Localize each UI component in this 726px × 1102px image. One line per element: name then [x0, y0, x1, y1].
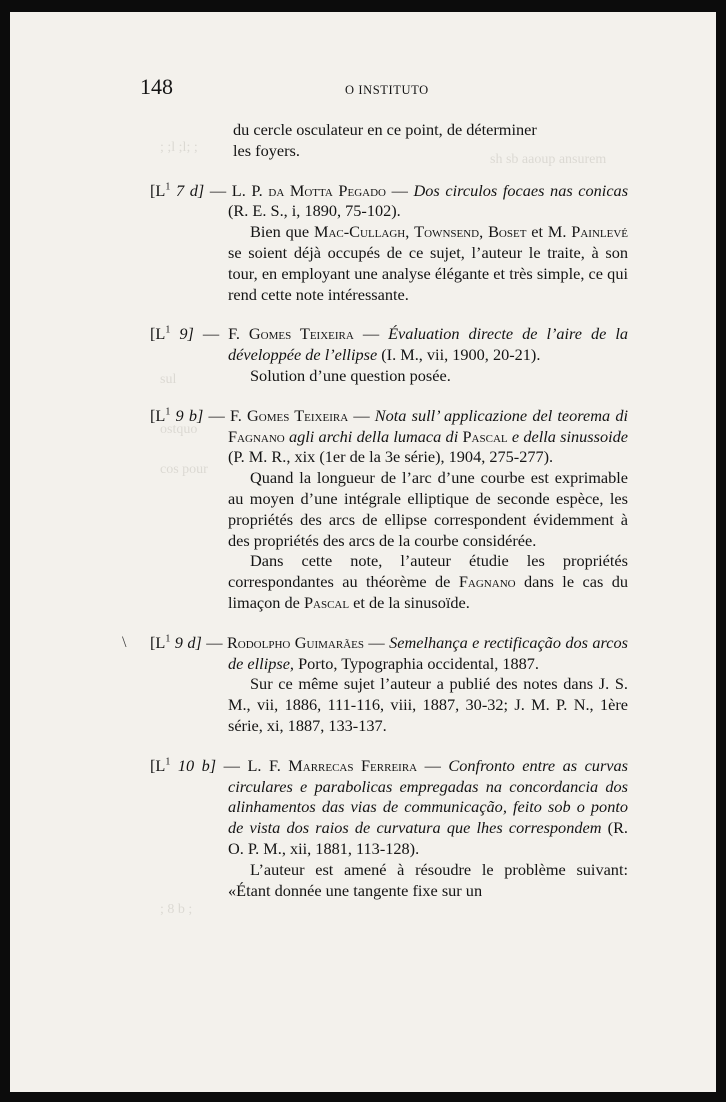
- citation: (I. M., vii, 1900, 20-21).: [377, 345, 541, 365]
- continuation-paragraph: [150, 120, 628, 162]
- work-title: Dos circulos focaes nas conicas: [413, 180, 629, 200]
- summary-name: Boset: [488, 222, 527, 242]
- summary-paragraph: [150, 222, 628, 305]
- summary-text: Solution d’une question posée.: [250, 365, 451, 385]
- continuation-line-1: du cercle osculateur en ce point, de déterminer: [233, 120, 537, 139]
- citation: (R. E. S., i, 1890, 75-102).: [228, 201, 401, 221]
- entry-dash: —: [417, 755, 449, 775]
- work-title-name: Pascal: [462, 426, 508, 446]
- classification-code-tail: 9 d]: [170, 632, 202, 652]
- author-initials: F.: [228, 324, 249, 344]
- summary-text: L’auteur est amené à résoudre le problème suivant: «Étant donnée une tangente fixe sur un: [228, 859, 628, 900]
- summary-name: Pascal: [303, 592, 350, 612]
- summary-text: Dans cette note, l’auteur étudie les propriétés correspondantes au théorème de: [228, 551, 628, 592]
- classification-code-tail: 7 d]: [170, 180, 205, 200]
- work-title-italic: e della sinussoide: [507, 426, 628, 446]
- classification-superscript: 1: [165, 633, 171, 645]
- entry-dash: —: [348, 405, 375, 425]
- classification-superscript: 1: [165, 324, 171, 336]
- author-name: Gomes Teixeira: [247, 405, 349, 425]
- bibliography-entry: [150, 324, 628, 386]
- author-name: da Motta Pegado: [268, 180, 386, 200]
- classification-code: [L: [150, 324, 166, 344]
- classification-code: [L: [150, 180, 166, 200]
- continuation-line-2: les foyers.: [233, 140, 300, 160]
- entry-heading: [150, 181, 628, 223]
- summary-name: Townsend: [414, 222, 480, 242]
- bibliography-entries: [150, 181, 628, 902]
- citation: Porto, Typographia occidental, 1887.: [294, 653, 540, 673]
- entry-dash: —: [385, 180, 414, 200]
- summary-text: Bien que: [250, 222, 314, 242]
- author-name: Gomes Teixeira: [248, 324, 354, 344]
- classification-code-tail: 9 b]: [170, 405, 204, 425]
- classification-code: [L: [150, 405, 166, 425]
- running-head: [140, 74, 640, 104]
- classification-superscript: 1: [165, 181, 171, 193]
- author-initials: L. P.: [231, 180, 269, 200]
- work-title: Évaluation directe de l’aire de la développée de l’ellipse: [228, 324, 628, 365]
- page-number: 148: [140, 74, 173, 99]
- classification-superscript: 1: [165, 406, 171, 418]
- summary-text: Quand la longueur de l’arc d’une courbe est exprimable au moyen d’une intégrale elliptique de seconde espèce, les propriétés des arcs de ellipse correspondent évidemment à des propriétés des arcs de la courbe considérée.: [228, 468, 628, 550]
- work-title-name: Fagnano: [228, 426, 285, 446]
- citation: (R. O. P. M., xii, 1881, 113-128).: [228, 818, 628, 858]
- summary-paragraph: [150, 366, 628, 387]
- body-text: [150, 120, 628, 920]
- bibliography-entry: [150, 756, 628, 902]
- entry-heading: [150, 324, 628, 366]
- summary-paragraph: [150, 468, 628, 551]
- work-title-italic: agli archi della lumaca di: [284, 426, 463, 446]
- summary-text: se soient déjà occupés de ce sujet, l’auteur le traite, à son tour, en employant une analyse élégante et très simple, ce qui rend cette note intéressante.: [228, 242, 628, 304]
- summary-text: dans le cas du limaçon de: [228, 572, 628, 612]
- classification-code: [L: [150, 755, 166, 775]
- document-page: ; ;l ;l; ; sh sb aaoup ansurem sul ostquo cos pour ; 8 b ; 148 O INSTITUTO \ du cercle osculateur en ce point, de déterminer les foyers. [$L^1$ 7 d] — L. P. da Motta Pegado — Dos circulos focaes nas conicas (R. E. S., i, 1890, 75-102). Bien que Mac-Cullagh, Townsend, Boset et M. Painlevé se soient déjà occupés de ce sujet, l’auteur le traite, à son tour, en employant une analyse élégante et très simple, ce qui rend cette note intéressante. [$L^1$ 9] — F. Gomes Teixeira — Évaluation directe de l’aire de la développée de l’ellipse (I. M., vii, 1900, 20-21). Solution d’une question posée. [$L^1$ 9 b] — F. Gomes Teixeira — Nota sull’ applicazione del teorema di Fagnano agli archi della lumaca di Pascal e della sinussoide (P. M. R., xix (1er de la 3e série), 1904, 275-277). Quand la longueur de l’arc d’une courbe est exprimable au moyen d’une intégrale elliptique de seconde espèce, les propriétés des arcs de ellipse correspondent évidemment à des propriétés des arcs de la courbe considérée. Dans cette note, l’auteur étudie les propriétés correspondantes au théorème de Fagnano dans le cas du limaçon de Pascal et de la sinusoïde. [$L^1$ 9 d] — Rodolpho Guimarães — Semelhança e rectificação dos arcos de ellipse, Porto, Typographia occidental, 1887. Sur ce même sujet l’auteur a publié des notes dans J. S. M., vii, 1886, 111-116, viii, 1887, 30-32; J. M. P. N., 1ère série, xi, 1887, 133-137. [$L^1$ 10 b] — L. F. Marrecas Ferreira — Confronto entre as curvas circulares e parabolicas empregadas na concordancia dos alinhamentos das vias de communicação, feito sob o ponto de vista dos raios de curvatura que lhes correspondem (R. O. P. M., xii, 1881, 113-128). L’auteur est amené à résoudre le problème suivant: «Étant donnée une tangente fixe sur un: [10, 12, 716, 1092]
- summary-text: ,: [405, 222, 415, 242]
- bibliography-entry: [150, 633, 628, 737]
- citation: (P. M. R., xix (1er de la 3e série), 1904, 275-277).: [228, 447, 554, 467]
- work-title-italic: Nota sull’ applicazione del teorema di: [374, 405, 628, 425]
- author-name: Rodolpho Guimarães: [226, 632, 364, 652]
- entry-heading: [150, 406, 628, 468]
- entry-heading: [150, 633, 628, 675]
- summary-paragraph: [150, 674, 628, 736]
- classification-code-tail: 10 b]: [170, 755, 217, 775]
- entry-dash: —: [203, 405, 230, 425]
- author-initials: L. F.: [247, 755, 289, 775]
- summary-paragraph: [150, 551, 628, 613]
- summary-text: et M.: [526, 222, 572, 242]
- entry-dash: —: [363, 632, 390, 652]
- entry-dash: —: [201, 632, 227, 652]
- summary-name: Painlevé: [571, 222, 629, 242]
- work-title: Confronto entre as curvas circulares e parabolicas empregadas na concordancia dos alinhamentos das vias de communicação, feito sob o ponto de vista dos raios de curvatura que lhes correspondem: [228, 755, 628, 838]
- classification-code-tail: 9]: [170, 324, 203, 344]
- summary-text: ,: [479, 222, 489, 242]
- classification-superscript: 1: [165, 756, 171, 768]
- summary-text: Sur ce même sujet l’auteur a publié des notes dans J. S. M., vii, 1886, 111-116, viii, 1887, 30-32; J. M. P. N., 1ère série, xi, 1887, 133-137.: [228, 674, 628, 735]
- author-name: Marrecas Ferreira: [288, 755, 418, 775]
- journal-title: O INSTITUTO: [345, 83, 429, 97]
- author-initials: F.: [230, 405, 247, 425]
- work-title: Semelhança e rectificação dos arcos de ellipse,: [228, 632, 628, 673]
- bibliography-entry: [150, 181, 628, 306]
- entry-heading: [150, 756, 628, 860]
- summary-name: Mac-Cullagh: [313, 222, 406, 242]
- entry-dash: —: [202, 324, 229, 344]
- summary-paragraph: [150, 860, 628, 902]
- entry-dash: —: [216, 755, 248, 775]
- bibliography-entry: [150, 406, 628, 614]
- entry-dash: —: [204, 180, 232, 200]
- classification-code: [L: [150, 632, 166, 652]
- entry-dash: —: [353, 324, 389, 344]
- margin-mark: \: [122, 634, 127, 651]
- summary-name: Fagnano: [458, 572, 516, 592]
- summary-text: et de la sinusoïde.: [349, 592, 470, 612]
